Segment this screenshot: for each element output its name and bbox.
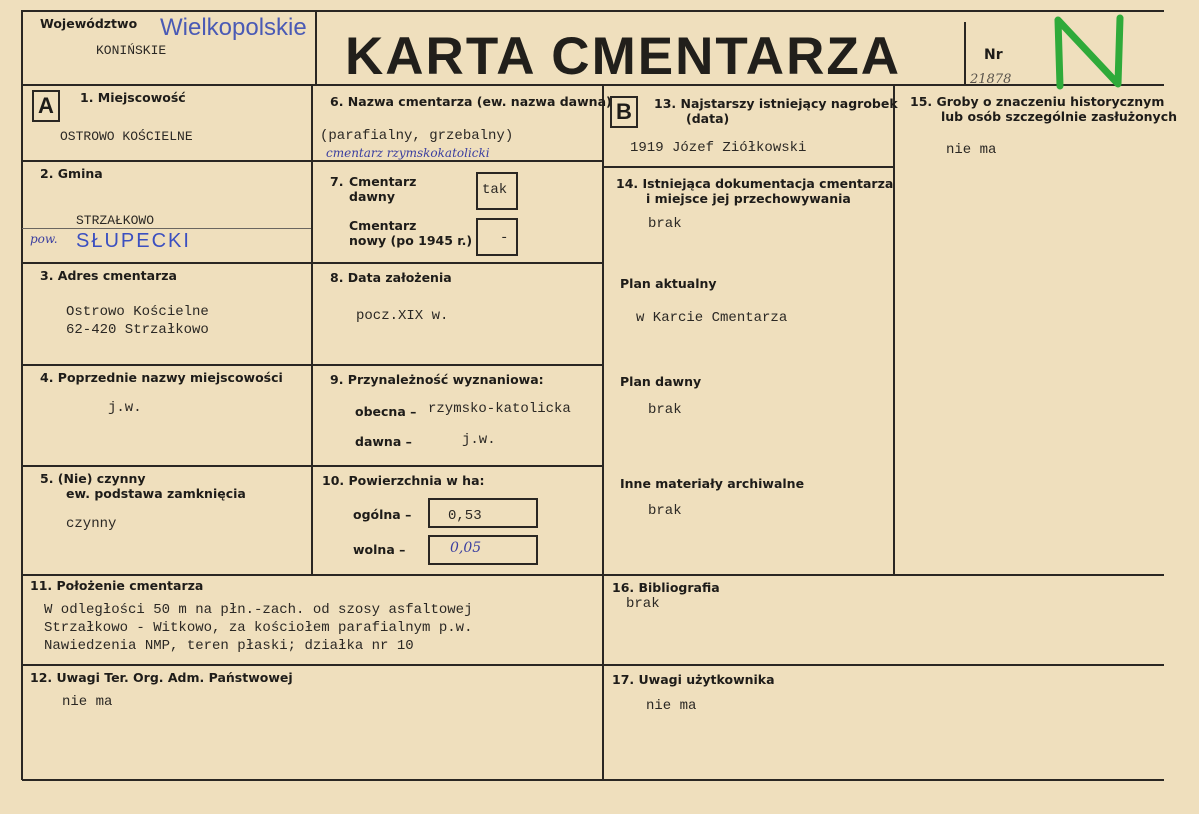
f10-ogolna-label: ogólna – <box>353 507 412 522</box>
f5-label2: ew. podstawa zamknięcia <box>66 486 246 501</box>
f11-line2: Strzałkowo - Witkowo, za kościołem parafialnym p.w. <box>44 620 473 636</box>
f3-line2: 62-420 Strzałkowo <box>66 322 209 338</box>
bottom-border <box>22 779 1164 781</box>
f15-label1: 15. Groby o znaczeniu historycznym <box>910 94 1165 109</box>
green-n-mark <box>1046 14 1136 94</box>
plan-dawny-label: Plan dawny <box>620 374 702 389</box>
f16-value: brak <box>626 596 660 612</box>
f10-wolna-label: wolna – <box>353 542 406 557</box>
f4-label: 4. Poprzednie nazwy miejscowości <box>40 370 283 385</box>
wojewodztwo-stamp: Wielkopolskie <box>160 14 307 41</box>
wojewodztwo-value: KONIŃSKIE <box>96 43 167 58</box>
f13-label1: 13. Najstarszy istniejący nagrobek <box>654 96 898 111</box>
line-m1 <box>312 160 604 162</box>
nr-label: Nr <box>984 47 1003 63</box>
f13-label2: (data) <box>686 111 730 126</box>
f2-label: 2. Gmina <box>40 166 103 181</box>
f10-wolna-box <box>428 535 538 565</box>
line-m2 <box>312 262 604 264</box>
col-divider-3 <box>893 84 895 576</box>
section-a-letter: A <box>38 93 54 118</box>
nr-divider <box>964 22 966 84</box>
f9-dawna-label: dawna – <box>355 434 412 449</box>
f10-wolna-value: 0,05 <box>450 540 482 556</box>
f7-dawny-label2: dawny <box>349 189 395 204</box>
f12-label: 12. Uwagi Ter. Org. Adm. Państwowej <box>30 670 293 685</box>
line-row11 <box>22 574 1164 576</box>
f15-label2: lub osób szczególnie zasłużonych <box>941 109 1178 124</box>
f7-label: 7. <box>330 174 344 189</box>
section-b-letter: B <box>616 99 632 124</box>
f10-ogolna-value: 0,53 <box>448 508 482 524</box>
f14-label2: i miejsce jej przechowywania <box>646 191 851 206</box>
f4-value: j.w. <box>108 400 142 416</box>
f14-value: brak <box>648 216 682 232</box>
f10-label: 10. Powierzchnia w ha: <box>322 473 485 488</box>
line-l4 <box>22 465 312 467</box>
f17-value: nie ma <box>646 698 697 714</box>
f7-dawny-label1: Cmentarz <box>349 174 417 189</box>
f15-value: nie ma <box>946 142 997 158</box>
f8-label: 8. Data założenia <box>330 270 452 285</box>
f9-dawna-value: j.w. <box>462 432 496 448</box>
line-gmina-underline <box>22 228 312 229</box>
f6-handwritten: cmentarz rzymskokatolicki <box>326 146 490 160</box>
f13-value: 1919 Józef Ziółkowski <box>630 140 807 156</box>
f3-label: 3. Adres cmentarza <box>40 268 177 283</box>
f7-dawny-value: tak <box>482 182 508 198</box>
header-divider <box>315 10 317 85</box>
f5-value: czynny <box>66 516 117 532</box>
f17-label: 17. Uwagi użytkownika <box>612 672 775 687</box>
f7-nowy-value: - <box>500 230 509 246</box>
top-border <box>22 10 1164 12</box>
f9-obecna-label: obecna – <box>355 404 417 419</box>
f7-nowy-box <box>476 218 518 256</box>
f12-value: nie ma <box>62 694 113 710</box>
f11-line3: Nawiedzenia NMP, teren płaski; działka nr 10 <box>44 638 414 654</box>
f9-obecna-value: rzymsko-katolicka <box>428 401 571 417</box>
f10-ogolna-box <box>428 498 538 528</box>
line-m4 <box>312 465 604 467</box>
f2-value: STRZAŁKOWO <box>76 213 155 228</box>
f3-line1: Ostrowo Kościelne <box>66 304 209 320</box>
f1-value: OSTROWO KOŚCIELNE <box>60 129 193 144</box>
f6-line1: (parafialny, grzebalny) <box>320 128 514 144</box>
plan-dawny-value: brak <box>648 402 682 418</box>
line-l2 <box>22 262 312 264</box>
inne-label: Inne materiały archiwalne <box>620 476 805 491</box>
f16-label: 16. Bibliografia <box>612 580 720 595</box>
line-b1 <box>603 166 894 168</box>
f7-nowy-label1: Cmentarz <box>349 218 417 233</box>
f8-value: pocz.XIX w. <box>356 308 449 324</box>
plan-aktualny-label: Plan aktualny <box>620 276 717 291</box>
f2-handwritten: SŁUPECKI <box>76 230 191 252</box>
f11-line1: W odległości 50 m na płn.-zach. od szosy asfaltowej <box>44 602 473 618</box>
line-row12 <box>22 664 1164 666</box>
f7-nowy-label2: nowy (po 1945 r.) <box>349 233 473 248</box>
col-divider-2 <box>602 84 604 780</box>
f5-label1: 5. (Nie) czynny <box>40 471 146 486</box>
f14-label1: 14. Istniejąca dokumentacja cmentarza <box>616 176 894 191</box>
page-title: KARTA CMENTARZA <box>345 27 901 86</box>
line-m3 <box>312 364 604 366</box>
inne-value: brak <box>648 503 682 519</box>
wojewodztwo-label: Województwo <box>40 16 138 31</box>
nr-value: 21878 <box>970 72 1012 87</box>
f11-label: 11. Położenie cmentarza <box>30 578 204 593</box>
f6-label: 6. Nazwa cmentarza (ew. nazwa dawna) <box>330 94 612 109</box>
col-divider-1 <box>311 84 313 574</box>
plan-aktualny-value: w Karcie Cmentarza <box>636 310 788 326</box>
f2-handwritten-prefix: pow. <box>30 232 58 246</box>
line-l3 <box>22 364 312 366</box>
line-l1 <box>22 160 312 162</box>
f9-label: 9. Przynależność wyznaniowa: <box>330 372 544 387</box>
f1-label: 1. Miejscowość <box>80 90 186 105</box>
